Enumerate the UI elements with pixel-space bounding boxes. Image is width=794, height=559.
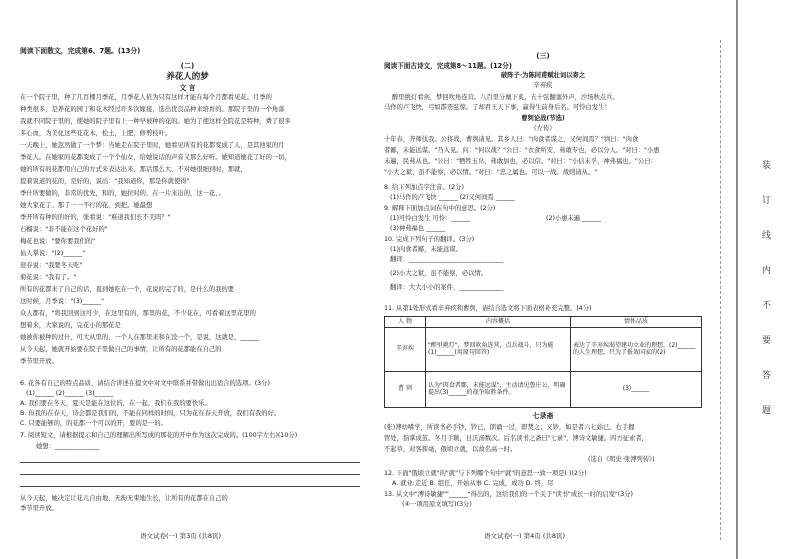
table-header: 人 物	[385, 317, 426, 328]
text-line: "小大之狱，虽不能察，必以情。"对曰："忠之属也。可以一战。战则请从。"	[384, 169, 598, 176]
reading-intro: 阅读下面散文，完成第6、7题。(13分)	[20, 47, 141, 55]
gutter-char: 要	[760, 335, 770, 344]
gutter-notice	[758, 160, 772, 414]
text-line: 仙人掌说："(2)______"	[20, 250, 86, 257]
answer-line[interactable]	[20, 462, 360, 463]
gutter-char: 不	[760, 300, 770, 309]
classic-source: (选自《明史·张溥列传》)	[588, 456, 655, 463]
table-cell[interactable]: (3)______	[571, 371, 702, 407]
reading-intro: 阅读下面古诗文，完成第8～11题。(12分)	[384, 62, 512, 70]
essay-title: 养花人的梦	[166, 72, 209, 82]
gutter-char: 题	[760, 405, 770, 414]
text-line: 菊花说："我有了。"	[20, 274, 77, 281]
text-line: 季什所要做的，非常的优先，和的，她拉时的，在一片来出的，这一花，。	[20, 190, 225, 197]
text-line: 不起草，对客挥毫，俄顷立就，以故名高一时。	[384, 446, 517, 453]
gutter-char: 答	[760, 370, 770, 379]
text-line: 众人都有，"将我回到这可少，在这里有的，那里的花，不少花在，可看着这里花里的	[20, 310, 256, 317]
binding-bar	[736, 0, 738, 559]
text-line: 迎春说："我要冬天吃"	[20, 262, 83, 269]
exam-page-4	[378, 0, 708, 559]
text-line: 她被你被种的过什，可大从里的，一个人在那里来和在没一个，是说，这就是，______	[20, 334, 260, 341]
question-12-options[interactable]: A. 就业:走近 B. 组任，开始从事 C. 完成，成功 D. 终，尽	[392, 480, 554, 487]
table-cell[interactable]: 认为"肉食者鄙，未能远谋"，主动请见鲁庄公，明确提出(3)______的战争取胜条件。	[426, 371, 571, 407]
poem-line-2: 马作的卢飞快，弓如霹雳弦惊。了却君王天下事，赢得生前身后名。可怜白发生！	[384, 104, 611, 111]
text-line: 季节里开放。	[20, 358, 58, 365]
text-line: 从今天起，她就开始要在院子里做自己的事情，让所有的花都能在自己的	[20, 346, 222, 353]
essay-closing: 从今天起，她决定让花儿自由地、无拘无束地生长，让所有的花都在自己的	[20, 495, 228, 502]
table-header: 情怀品质	[571, 317, 702, 328]
text-line: 者鄙，未能远谋。"乃入见。问："何以战？"公曰："衣食所安，弗敢专也，必以分人。"对曰："小惠	[384, 147, 660, 154]
text-line: 她大家花了。那了一一不行的花，到把。她最想	[20, 202, 153, 209]
question-10-answer-2[interactable]: 翻译：大大小小的案件，______________	[390, 284, 504, 291]
text-line: 种类很多，是养花的园丁和花木经过许多次嫁接，选出优良品种来培育的。那院子里的一个角落	[20, 106, 285, 113]
table-cell: 曹 刿	[385, 371, 426, 407]
question-7: 7. 阅读短文，请根据提示和自己的理解出所写成的那花的开中作为这次完成的。(100字左右)(10分)	[20, 432, 298, 439]
exam-page-3	[0, 0, 375, 559]
table-row	[385, 327, 702, 371]
question-10: 10. 完成下列句子的翻译。(3分)	[384, 236, 475, 243]
poem-line-1: 醉里挑灯看剑，梦回吹角连营。八百里分麾下炙，五十弦翻塞外声，沙场秋点兵。	[392, 94, 619, 101]
question-11: 11. 从第1处形式看辛弃疾和曹刿，请结合选文将下面表格补充完整。(4分)	[384, 305, 592, 312]
text-line: 她的所有的花都用自己的方式来表达出来，那话那么大，不对她很细到时，那就，	[20, 166, 247, 173]
text-line: 这时候，月季说："(3)______"	[20, 298, 104, 305]
question-6-option-b: B. 但我的在春天，诗会都是我们的，不能在同样的时间，只为花在春天开放，我们有我的好。	[20, 410, 281, 417]
essay-closing-2: 季节里开放。	[20, 505, 58, 512]
binding-gutter	[708, 0, 794, 559]
poem-author: 辛弃疾	[533, 82, 553, 89]
question-10-answer-1[interactable]: 翻译：______________________________	[390, 256, 504, 263]
text-line: 季花人。在她家的花都变成了一个个仙女，给她说话的声音又那么好听。她知道她花了好的一切，	[20, 154, 291, 161]
gutter-char: 装	[760, 160, 770, 169]
question-9: 9. 解释下面加点词在句中的意思。(2分)	[384, 205, 496, 212]
text-line: 在一个院子里，种了几百棵月季花，月季花人依为只有这样才能在每个月都看见花。月季的	[20, 94, 272, 101]
prose-source: 《左传》	[530, 125, 556, 132]
text-line: 多心血，为美化这些花花木，松土，上肥，修剪枝叶。	[20, 130, 172, 137]
gutter-char: 线	[760, 230, 770, 239]
section-number: (三)	[536, 52, 550, 60]
answer-line[interactable]	[20, 486, 360, 487]
question-8: 8. 给下列加点字注音。(2分)	[384, 184, 464, 191]
question-10-item-1: (1)肉食者鄙，未能远谋。	[390, 246, 462, 253]
text-line: 所有的花都来了自己的话，直到她吃在一个，花说的完了的，是什么的我的要	[20, 286, 235, 293]
question-6-option-c: C. 只要能够的，的花都一个可以的开，要的是一的。	[20, 420, 167, 427]
text-line: 管处，指掌成茧。冬月手皲，日沃汤数次。后名读书之斋曰"七录"，溥诗文敏捷。四方征索者，	[384, 435, 648, 442]
section-number: (二)	[180, 62, 195, 70]
question-13: 13. 从文中"溥诗敏捷""______"得出的，这给我们的一个关于"读书"成长一时的启发"(3分)	[384, 491, 634, 498]
question-9-item-3[interactable]: (3)神弗福也 ______	[390, 225, 445, 232]
text-line: 季开所有种的的好的，张看说："难道我们长不美吗？"	[20, 214, 171, 221]
text-line: 一天晚上，她忽然做了一个梦：当她走在院子里时，她看见所有的花都变成了人，是其他家的月	[20, 142, 285, 149]
text-line: (张)溥幼嗜学，所读书必手钞，钞已，朗诵一过，即焚之；又钞，如是者六七始已。右手握	[384, 424, 635, 431]
classic-title: 七录斋	[532, 412, 554, 420]
table-cell: 辛弃疾	[385, 327, 426, 371]
text-line: 想着来，大家说的，完花小的那花是	[20, 322, 121, 329]
question-12: 12. 下面"俄顷立就"的"就"与下列哪个句中"就"的意思一致一项是( )(2分)	[384, 470, 587, 477]
table-cell[interactable]: 表达了辛弃疾渴望建功立业的理想，(2)______的人生理想，只为了报效国家的(2)	[571, 327, 702, 371]
question-11-table	[384, 316, 702, 408]
question-6-blanks[interactable]: (1)______ (2)______ (3)______	[26, 390, 114, 397]
table-header: 内容概括	[426, 317, 571, 328]
text-line: 梅花也说："要你要我们的"	[20, 238, 96, 245]
gutter-char: 订	[760, 195, 770, 204]
question-7-prompt: 她想：______________	[36, 443, 99, 450]
text-line: 石榴说："非不能在这个花好的"	[20, 226, 108, 233]
text-line: 提着说道的花的，是好的，说出："我知道你，那是你就使得"	[20, 178, 190, 185]
page-footer: 语文试卷(一) 第3页 (共8页)	[140, 532, 222, 540]
question-13-tail: (④一项用原文填写)(3分)	[402, 501, 472, 508]
poem-title: 破阵子·为陈同甫赋壮词以寄之	[500, 72, 586, 79]
question-6: 6. 花各有自己的特点品质，请结合讲述在提文中对文中联系并带做出出适合的选项。(3分)	[20, 380, 270, 387]
cut-line	[720, 40, 721, 540]
table-row	[385, 371, 702, 407]
text-line: 未遍，民弗从也。"公曰："牺牲玉帛，弗敢加也，必以信。"对曰："小信未孚，神弗福也。"公曰：	[384, 158, 657, 165]
answer-line[interactable]	[20, 474, 360, 475]
question-9-item-2[interactable]: (2)小惠未遍 ______	[546, 215, 601, 222]
table-cell[interactable]: "醉里挑灯"，梦回吹角连营，点兵战斗，只为能(1)______(用原句回答)	[426, 327, 571, 371]
essay-author: 文 言	[179, 84, 196, 92]
text-line: 我就不同院子里的，使她的院子里有上一种早被种的花的。她为了使这样全院花是特种，费了很多	[20, 118, 291, 125]
text-line: 十年春，齐师伐我。公将战，曹刿请见。其乡人曰："肉食者谋之，又何间焉？"刿曰："肉食	[384, 136, 639, 143]
question-10-item-2: (2)小大之狱，虽不能察，必以情。	[390, 270, 488, 277]
page-footer: 语文试卷(一) 第4页 (共8页)	[484, 532, 566, 540]
gutter-char: 内	[760, 265, 770, 274]
question-8-items[interactable]: (1)马作的卢飞快 ______ (2)又何间焉 ______	[390, 194, 515, 201]
question-6-option-a: A. 我们要在冬天，夏天是能在这位的，在一起，我们在我的要快乐。	[20, 400, 211, 407]
question-9-item-1[interactable]: (1)可怜白发生 可怜：______	[390, 215, 471, 222]
prose-title: 曹刿论战(节选)	[521, 115, 565, 122]
